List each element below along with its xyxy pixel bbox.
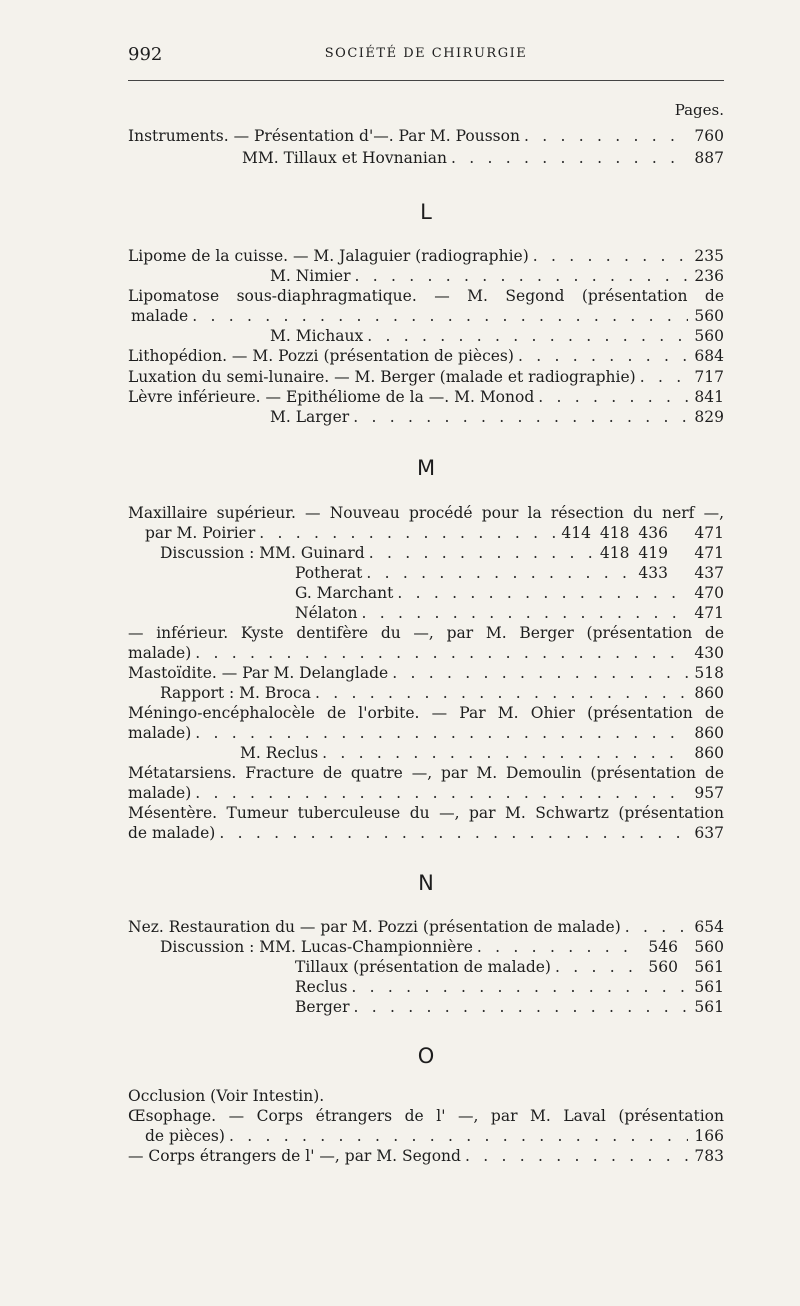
entry-pages: 430 [694, 644, 724, 662]
entry-pages: 887 [694, 149, 724, 167]
index-entry [295, 583, 724, 604]
leader-dots [215, 823, 688, 844]
entry-text: Nélaton [295, 604, 358, 622]
leader-dots [529, 246, 689, 267]
index-entry [128, 346, 724, 367]
leader-dots [514, 346, 688, 367]
page-number: 992 [128, 44, 163, 65]
entry-text: malade) [128, 784, 192, 802]
leader-dots [520, 126, 688, 147]
entry-pages: 560 [694, 307, 724, 325]
entry-text: Rapport : M. Broca [160, 684, 311, 702]
leader-dots [191, 783, 688, 804]
leader-dots [255, 523, 555, 544]
entry-pages: 957 [694, 784, 724, 802]
entry-pages-first: 560 [648, 958, 678, 976]
entry-text: Instruments. — Présentation d'—. Par M. Pousson [128, 127, 520, 145]
index-entry [128, 1086, 724, 1107]
index-entry [295, 997, 724, 1018]
index-entry: Lipomatose sous-diaphragmatique. — M. Segond (présentation de [128, 287, 724, 305]
index-entry [145, 523, 724, 544]
entry-text: Discussion : MM. Guinard [160, 544, 365, 562]
entry-text: malade) [128, 724, 192, 742]
leader-dots [551, 957, 642, 978]
index-entry [128, 126, 724, 147]
entry-pages: 654 [694, 918, 724, 936]
entry-pages: 470 [694, 584, 724, 602]
entry-pages: 760 [694, 127, 724, 145]
leader-dots [363, 326, 688, 347]
entry-text: Lipome de la cuisse. — M. Jalaguier (radiographie) [128, 247, 529, 265]
entry-pages: 560 [694, 327, 724, 345]
leader-dots [349, 407, 688, 428]
entry-text: Mastoïdite. — Par M. Delanglade [128, 664, 389, 682]
entry-text: M. Larger [270, 408, 350, 426]
leader-dots [357, 603, 688, 624]
index-entry [128, 917, 724, 938]
entry-pages: 471 [694, 604, 724, 622]
entry-pages: 561 [694, 958, 724, 976]
leader-dots [393, 583, 688, 604]
leader-dots [318, 743, 688, 764]
entry-pages: 561 [694, 998, 724, 1016]
index-entry [242, 148, 724, 169]
index-entry [128, 783, 724, 804]
entry-text: malade) [128, 644, 192, 662]
leader-dots [191, 723, 688, 744]
entry-pages: 684 [694, 347, 724, 365]
entry-text: M. Reclus [240, 744, 319, 762]
entry-pages: 471 [694, 544, 724, 562]
entry-pages: 841 [694, 388, 724, 406]
leader-dots [349, 997, 688, 1018]
leader-dots [188, 306, 688, 327]
entry-pages: 829 [694, 408, 724, 426]
index-entry [145, 1126, 724, 1147]
entry-text: par M. Poirier [145, 524, 256, 542]
index-entry: Œsophage. — Corps étrangers de l' —, par M. Laval (présentation [128, 1107, 724, 1125]
entry-text: M. Nimier [270, 267, 351, 285]
index-entry [160, 683, 724, 704]
section-letter-o: O [417, 1044, 435, 1068]
entry-text: Tillaux (présentation de malade) [295, 958, 551, 976]
index-entry [128, 643, 724, 664]
entry-pages: 560 [694, 938, 724, 956]
leader-dots [311, 683, 688, 704]
index-entry [295, 957, 724, 978]
entry-text: Potherat [295, 564, 363, 582]
leader-dots [347, 977, 688, 998]
index-entry [128, 1146, 724, 1167]
leader-dots [636, 367, 689, 388]
entry-pages: 860 [694, 744, 724, 762]
entry-text: Nez. Restauration du — par M. Pozzi (présentation de malade) [128, 918, 621, 936]
leader-dots [621, 917, 689, 938]
leader-dots [350, 266, 688, 287]
index-entry [160, 937, 724, 958]
entry-pages: 783 [694, 1147, 724, 1165]
index-entry [295, 603, 724, 624]
section-letter-m: M [416, 456, 436, 480]
entry-pages: 518 [694, 664, 724, 682]
index-entry: Mésentère. Tumeur tuberculeuse du —, par M. Schwartz (présentation [128, 804, 724, 822]
entry-pages: 717 [694, 368, 724, 386]
entry-text: MM. Tillaux et Hovnanian [242, 149, 448, 167]
leader-dots [388, 663, 688, 684]
entry-text: Discussion : MM. Lucas-Championnière [160, 938, 473, 956]
index-entry [270, 326, 724, 347]
entry-pages: 561 [694, 978, 724, 996]
index-entry [128, 367, 724, 388]
leader-dots [473, 937, 642, 958]
entry-text: Occlusion (Voir Intestin). [128, 1087, 325, 1105]
index-entry [128, 387, 724, 408]
leader-dots [191, 643, 688, 664]
leader-dots [534, 387, 688, 408]
section-letter-l: L [420, 200, 432, 224]
entry-pages: 166 [694, 1127, 724, 1145]
index-entry [160, 543, 724, 564]
entry-text: Luxation du semi-lunaire. — M. Berger (malade et radiographie) [128, 368, 636, 386]
page-header [128, 44, 724, 74]
index-entry: — inférieur. Kyste dentifère du —, par M. Berger (présentation de [128, 624, 724, 642]
index-entry: Métatarsiens. Fracture de quatre —, par M. Demoulin (présentation de [128, 764, 724, 782]
index-entry [128, 246, 724, 267]
entry-text: — Corps étrangers de l' —, par M. Segond [128, 1147, 461, 1165]
entry-pages: 860 [694, 684, 724, 702]
leader-dots [447, 148, 688, 169]
index-entry [240, 743, 724, 764]
entry-pages: 471 [694, 524, 724, 542]
index-entry [128, 723, 724, 744]
entry-text: Berger [295, 998, 350, 1016]
entry-pages: 437 [694, 564, 724, 582]
entry-pages: 236 [694, 267, 724, 285]
entry-pages: 235 [694, 247, 724, 265]
index-entry [128, 823, 724, 844]
entry-text: de pièces) [145, 1127, 225, 1145]
index-entry [270, 407, 724, 428]
entry-pages-first: 414 418 436 [561, 524, 668, 542]
index-entry: Maxillaire supérieur. — Nouveau procédé pour la résection du nerf —, [128, 504, 724, 522]
index-entry [295, 563, 724, 584]
entry-pages-first: 546 [648, 938, 678, 956]
section-letter-n: N [418, 871, 434, 895]
entry-pages-first: 433 [638, 564, 668, 582]
entry-pages-first: 418 419 [599, 544, 668, 562]
entry-text: G. Marchant [295, 584, 394, 602]
entry-text: malade [131, 307, 189, 325]
leader-dots [461, 1146, 688, 1167]
leader-dots [362, 563, 632, 584]
leader-dots [225, 1126, 688, 1147]
index-entry [270, 266, 724, 287]
pages-column-label: Pages. [674, 101, 724, 119]
entry-pages: 637 [694, 824, 724, 842]
entry-text: M. Michaux [270, 327, 364, 345]
header-rule [128, 80, 724, 81]
entry-pages: 860 [694, 724, 724, 742]
index-entry [295, 977, 724, 998]
entry-text: Reclus [295, 978, 348, 996]
entry-text: Lithopédion. — M. Pozzi (présentation de pièces) [128, 347, 514, 365]
running-title: SOCIÉTÉ DE CHIRURGIE [324, 46, 528, 61]
index-entry: Méningo-encéphalocèle de l'orbite. — Par M. Ohier (présentation de [128, 704, 724, 722]
entry-text: de malade) [128, 824, 216, 842]
entry-text: Lèvre inférieure. — Epithéliome de la —. M. Monod [128, 388, 535, 406]
index-entry [128, 663, 724, 684]
leader-dots [365, 543, 594, 564]
index-entry [131, 306, 724, 327]
